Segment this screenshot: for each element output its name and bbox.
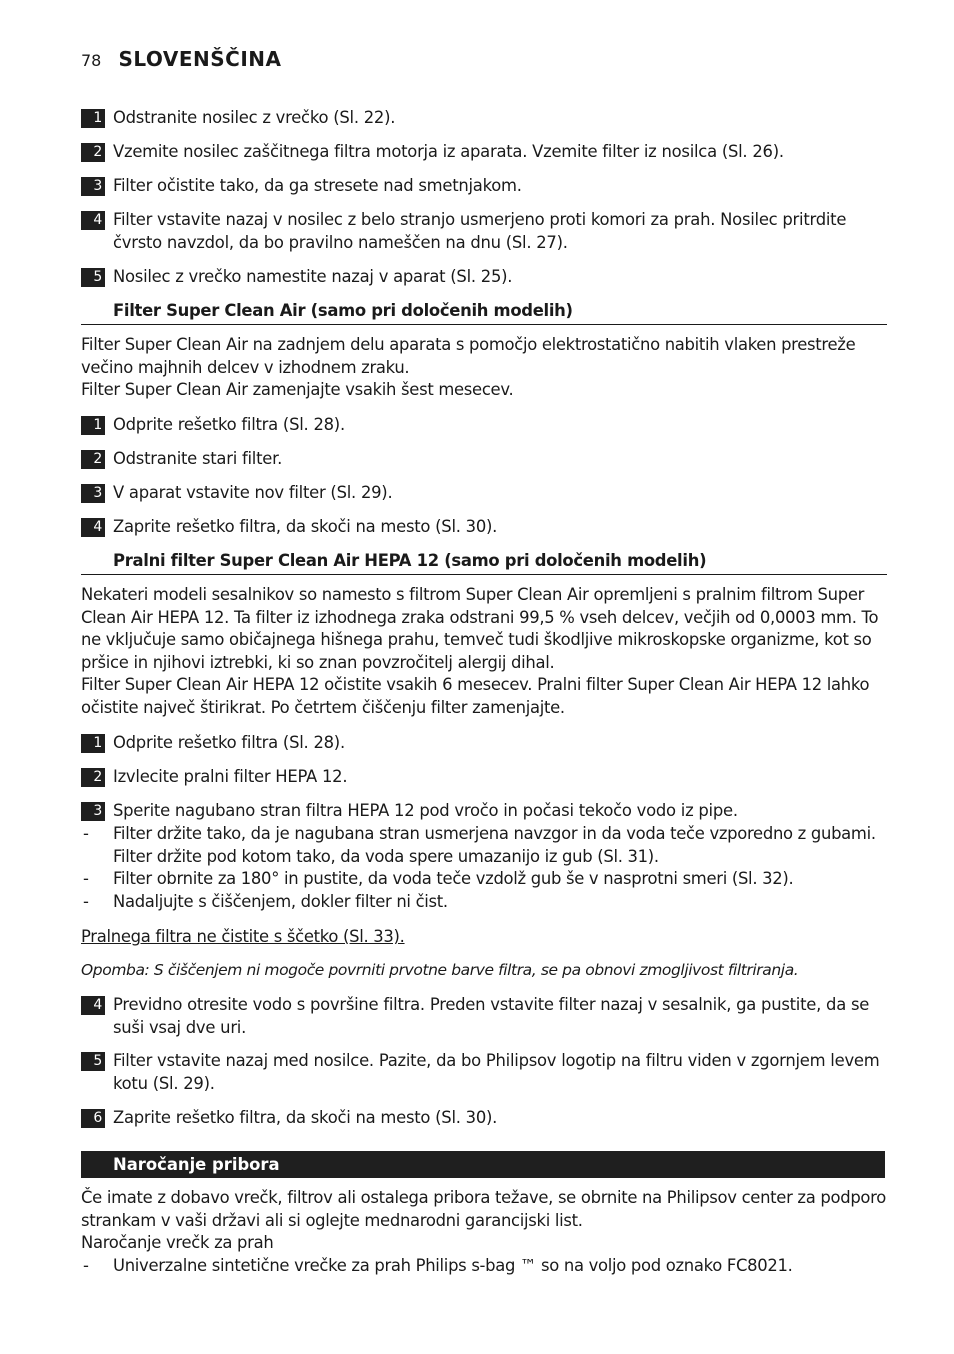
sca-step-1 xyxy=(81,414,885,437)
step-text: Vzemite nosilec zaščitnega filtra motorja iz aparata. Vzemite filter iz nosilca (Sl. 26). xyxy=(113,142,784,161)
hepa-step-1 xyxy=(81,732,885,755)
step-text: Filter vstavite nazaj med nosilce. Pazite, da bo Philipsov logotip na filtru viden v zgornjem levem kotu (Sl. 29). xyxy=(113,1051,880,1093)
step-text: Odprite rešetko filtra (Sl. 28). xyxy=(113,733,345,752)
step-a-2 xyxy=(81,141,885,164)
bullet-item: - Nadaljujte s čiščenjem, dokler filter ni čist. xyxy=(81,891,887,914)
step-text: V aparat vstavite nov filter (Sl. 29). xyxy=(113,483,393,502)
step-number-badge: 1 xyxy=(81,109,105,128)
step-text: Zaprite rešetko filtra, da skoči na mesto (Sl. 30). xyxy=(113,517,498,536)
bullet-text: Filter držite tako, da je nagubana stran usmerjena navzgor in da voda teče vzporedno z gubami. Filter držite pod kotom tako, da voda spere umazanijo iz gub (Sl. 31). xyxy=(113,824,876,866)
step-number-badge: 2 xyxy=(81,450,105,469)
page-header xyxy=(81,47,281,71)
paragraph: Filter Super Clean Air na zadnjem delu aparata s pomočjo elektrostatično nabitih vlaken prestreže večino majhnih delcev v izhodnem zraku. xyxy=(81,335,856,377)
sca-step-4 xyxy=(81,516,885,539)
hepa-step-5 xyxy=(81,1050,885,1095)
sca-step-3 xyxy=(81,482,885,505)
section-heading-hepa xyxy=(81,550,887,575)
step-number-badge: 1 xyxy=(81,416,105,435)
hepa-step-2 xyxy=(81,766,885,789)
step-a-5 xyxy=(81,266,885,289)
bullet-text: Filter obrnite za 180° in pustite, da voda teče vzdolž gub še v nasprotni smeri (Sl. 32). xyxy=(113,869,794,888)
step-number-badge: 4 xyxy=(81,996,105,1015)
step-text: Izvlecite pralni filter HEPA 12. xyxy=(113,767,348,786)
section-intro xyxy=(81,334,887,402)
step-a-1 xyxy=(81,107,885,130)
section-heading-ordering xyxy=(81,1151,885,1178)
step-text: Odprite rešetko filtra (Sl. 28). xyxy=(113,415,345,434)
paragraph: Filter Super Clean Air zamenjajte vsakih šest mesecev. xyxy=(81,380,514,399)
page-number: 78 xyxy=(81,51,102,70)
step-number-badge: 3 xyxy=(81,802,105,821)
step-a-3 xyxy=(81,175,885,198)
bullet-item: - Univerzalne sintetične vrečke za prah Philips s-bag ™ so na voljo pod oznako FC8021. xyxy=(81,1255,887,1278)
step-text: Odstranite nosilec z vrečko (Sl. 22). xyxy=(113,108,396,127)
hepa-step-6 xyxy=(81,1107,885,1130)
step-text: Previdno otresite vodo s površine filtra. Preden vstavite filter nazaj v sesalnik, ga pustite, da se suši vsaj dve uri. xyxy=(113,995,870,1037)
paragraph: Filter Super Clean Air HEPA 12 očistite vsakih 6 mesecev. Pralni filter Super Clean Air HEPA 12 lahko očistite največ štirikrat. Po četrtem čiščenju filter zamenjajte. xyxy=(81,675,870,717)
section-title: Pralni filter Super Clean Air HEPA 12 (samo pri določenih modelih) xyxy=(113,551,707,570)
section-title: Naročanje pribora xyxy=(113,1155,280,1174)
step-text: Odstranite stari filter. xyxy=(113,449,283,468)
section-title: Filter Super Clean Air (samo pri določenih modelih) xyxy=(113,301,573,320)
section-heading-super-clean-air xyxy=(81,300,887,325)
paragraph: Naročanje vrečk za prah xyxy=(81,1233,274,1252)
hepa-step-3 xyxy=(81,800,885,823)
section-intro xyxy=(81,584,887,719)
language-title: SLOVENŠČINA xyxy=(118,47,282,71)
step-text: Sperite nagubano stran filtra HEPA 12 pod vročo in počasi tekočo vodo iz pipe. xyxy=(113,801,738,820)
step-number-badge: 5 xyxy=(81,1052,105,1071)
paragraph: Če imate z dobavo vrečk, filtrov ali ostalega pribora težave, se obrnite na Philipsov center za podporo strankam v vaši državi ali si oglejte mednarodni garancijski list. xyxy=(81,1188,886,1230)
bullet-text: Univerzalne sintetične vrečke za prah Philips s-bag ™ so na voljo pod oznako FC8021. xyxy=(113,1256,793,1275)
step-text: Filter očistite tako, da ga stresete nad smetnjakom. xyxy=(113,176,522,195)
bullet-item: - Filter obrnite za 180° in pustite, da voda teče vzdolž gub še v nasprotni smeri (Sl. 32). xyxy=(81,868,887,891)
bullet-item: - Filter držite tako, da je nagubana stran usmerjena navzgor in da voda teče vzporedno z gubami. Filter držite pod kotom tako, da voda spere umazanijo iz gub (Sl. 31). xyxy=(81,823,887,868)
step-number-badge: 6 xyxy=(81,1109,105,1128)
step-text: Nosilec z vrečko namestite nazaj v aparat (Sl. 25). xyxy=(113,267,513,286)
step-number-badge: 4 xyxy=(81,211,105,230)
step-number-badge: 4 xyxy=(81,518,105,537)
warning-text: Pralnega filtra ne čistite s ščetko (Sl. 33). xyxy=(81,927,405,946)
paragraph: Nekateri modeli sesalnikov so namesto s filtrom Super Clean Air opremljeni s pralnim filtrom Super Clean Air HEPA 12. Ta filter iz izhodnega zraka odstrani 99,5 % vseh delcev, večjih od 0,0003 mm. To ne vključuje samo običajnega hišnega prahu, temveč tudi škodljive mikroskopske organizme, kot so pršice in njihovi iztrebki, ki so znan povzročitelj alergij dihal. xyxy=(81,585,879,672)
step-number-badge: 5 xyxy=(81,268,105,287)
bullet-text: Nadaljujte s čiščenjem, dokler filter ni čist. xyxy=(113,892,448,911)
section-intro xyxy=(81,1187,887,1255)
step-number-badge: 2 xyxy=(81,143,105,162)
step-text: Zaprite rešetko filtra, da skoči na mesto (Sl. 30). xyxy=(113,1108,498,1127)
step-number-badge: 3 xyxy=(81,177,105,196)
step-text: Filter vstavite nazaj v nosilec z belo stranjo usmerjeno proti komori za prah. Nosilec pritrdite čvrsto navzdol, da bo pravilno nameščen na dnu (Sl. 27). xyxy=(113,210,847,252)
step-number-badge: 1 xyxy=(81,734,105,753)
step-a-4 xyxy=(81,209,885,254)
sca-step-2 xyxy=(81,448,885,471)
note-text: Opomba: S čiščenjem ni mogoče povrniti prvotne barve filtra, se pa obnovi zmogljivost filtriranja. xyxy=(81,961,799,979)
step-number-badge: 2 xyxy=(81,768,105,787)
hepa-step-4 xyxy=(81,994,885,1039)
step-number-badge: 3 xyxy=(81,484,105,503)
